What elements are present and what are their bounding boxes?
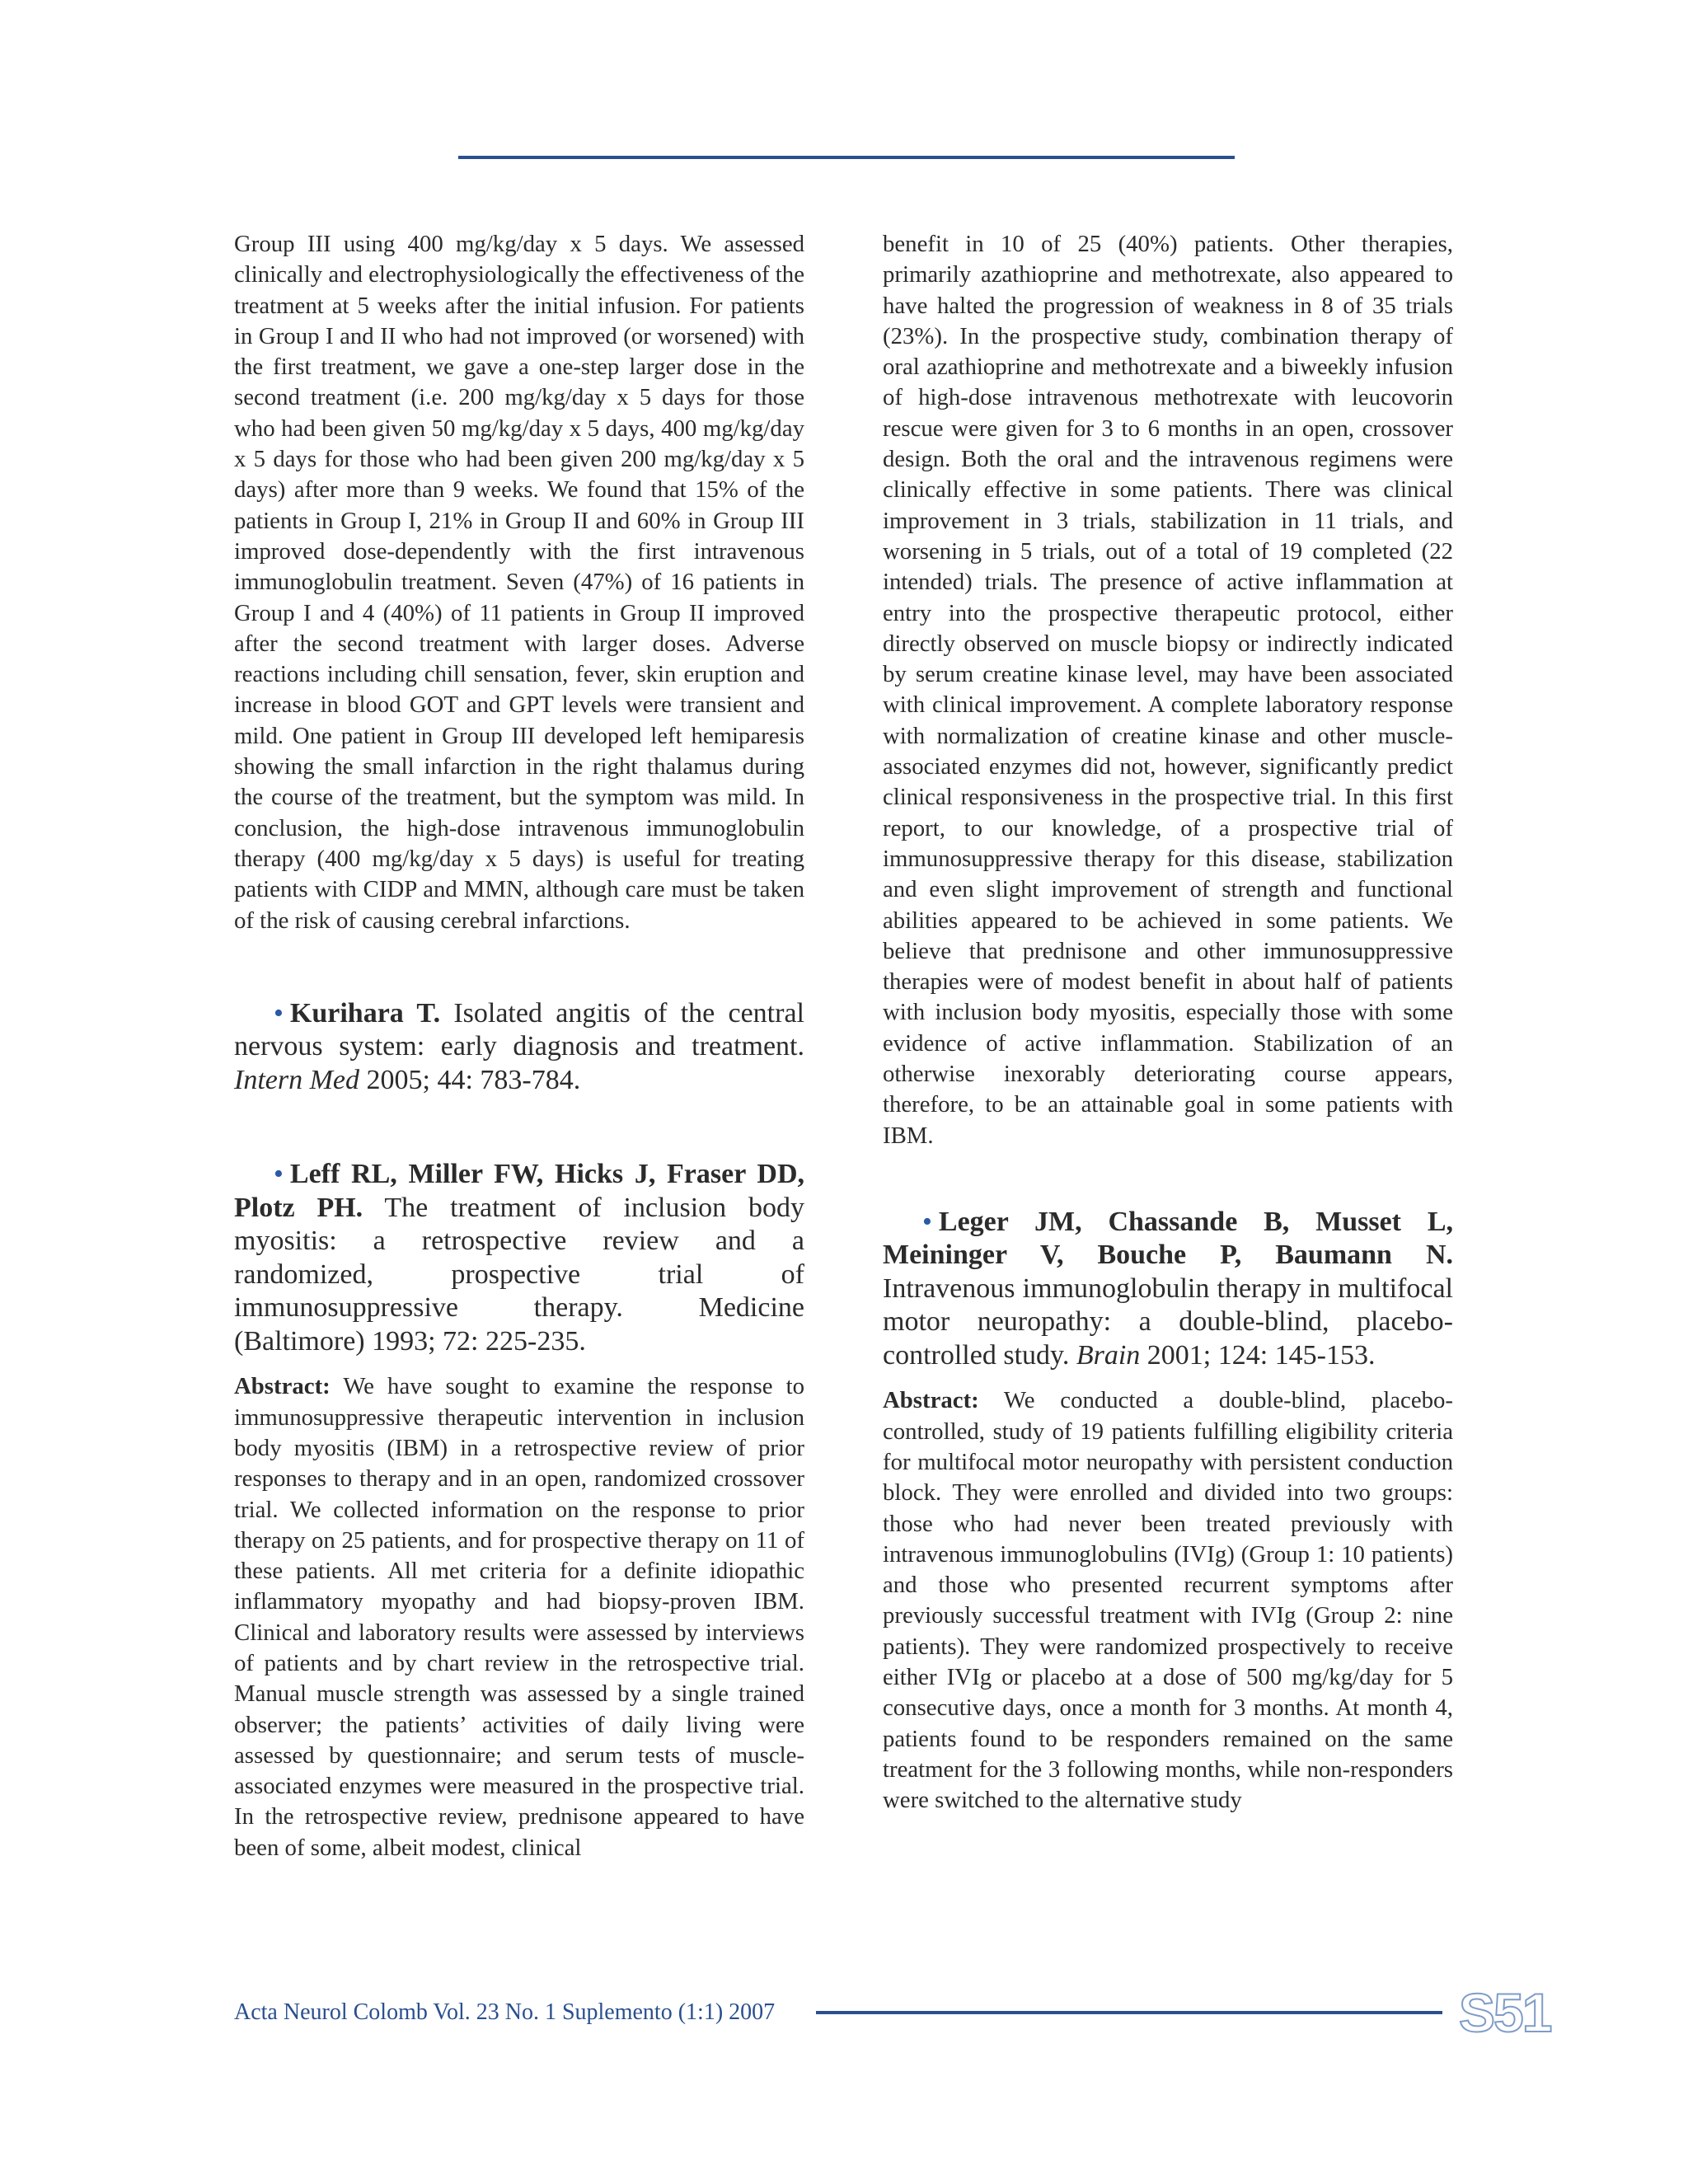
footer-journal: Acta Neurol Colomb Vol. 23 No. 1 Suplemento (1:1) 2007 (234, 1999, 776, 2025)
reference-citation: 2005; 44: 783-784. (359, 1064, 581, 1095)
left-column (234, 229, 804, 1863)
reference-journal: Intern Med (234, 1064, 360, 1095)
header-rule (458, 156, 1235, 159)
right-column (883, 229, 1453, 1816)
reference-journal: Brain (1076, 1339, 1141, 1371)
reference-authors: Kurihara T. (289, 997, 441, 1029)
abstract-leger (883, 1385, 1453, 1816)
abstract-continuation: benefit in 10 of 25 (40%) patients. Other therapies, primarily azathioprine and methotrexate, also appeared to have halted the progression of weakness in 8 of 35 trials (23%). In the prospective study, combination therapy of oral azathioprine and methotrexate and a biweekly infusion of high-dose intravenous methotrexate with leucovorin rescue were given for 3 to 6 months in an open, crossover design. Both the oral and the intravenous regimens were clinically effective in some patients. There was clinical improvement in 3 trials, stabilization in 11 trials, and worsening in 5 trials, out of a total of 19 completed (22 intended) trials. The presence of active inflammation at entry into the prospective therapeutic protocol, either directly observed on muscle biopsy or indirectly indicated by serum creatine kinase level, may have been associated with clinical improvement. A complete laboratory response with normalization of creatine kinase and other muscle-associated enzymes did not, however, significantly predict clinical responsiveness in the prospective trial. In this first report, to our knowledge, of a prospective trial of immunosuppressive therapy for this disease, stabilization and even slight improvement of strength and functional abilities appeared to be achieved in some patients. We believe that prednisone and other immunosuppressive therapies were of modest benefit in about half of patients with inclusion body myositis, especially those with some evidence of active inflammation. Stabilization of an otherwise inexorably deteriorating course appears, therefore, to be an attainable goal in some patients with IBM. (883, 231, 1453, 1149)
reference-kurihara (234, 997, 804, 1098)
bullet-icon: • (274, 997, 284, 1029)
abstract-label: Abstract: (883, 1387, 979, 1414)
abstract-text: We conducted a double-blind, placebo-controlled, study of 19 patients fulfilling eligibility criteria for multifocal motor neuropathy with persistent conduction block. They were enrolled and divided into two groups: those who had never been treated previously with intravenous immunoglobulins (IVIg) (Group 1: 10 patients) and those who presented recurrent symptoms after previously successful treatment with IVIg (Group 2: nine patients). They were randomized prospectively to receive either IVIg or placebo at a dose of 500 mg/kg/day for 5 consecutive days, once a month for 3 months. At month 4, patients found to be responders remained on the same treatment for the 3 following months, while non-responders were switched to the alternative study (883, 1387, 1453, 1814)
bullet-icon: • (274, 1159, 284, 1190)
reference-authors: Leger JM, Chassande B, Musset L, Meininger V, Bouche P, Baumann N. (883, 1206, 1453, 1271)
reference-title: Intravenous immunoglobulin therapy in multifocal motor neuropathy: a double-blind, placebo-controlled study. (883, 1272, 1453, 1371)
reference-title: Isolated angitis of the central nervous system: early diagnosis and treatment. (234, 997, 804, 1062)
bullet-icon: • (922, 1206, 932, 1237)
page-number: S51 (1459, 1982, 1551, 2043)
footer-rule (816, 2011, 1442, 2014)
reference-authors: Leff RL, Miller FW, Hicks J, Fraser DD, Plotz PH. (234, 1159, 804, 1223)
reference-leger (883, 1206, 1453, 1373)
reference-citation: 2001; 124: 145-153. (1140, 1339, 1376, 1371)
abstract-text: We have sought to examine the response to immunosuppressive therapeutic intervention in inclusion body myositis (IBM) in a retrospective review of prior responses to therapy and in an open, randomized crossover trial. We collected information on the response to prior therapy on 25 patients, and for prospective therapy on 11 of these patients. All met criteria for a definite idiopathic inflammatory myopathy and had biopsy-proven IBM. Clinical and laboratory results were assessed by interviews of patients and by chart review in the retrospective trial. Manual muscle strength was assessed by a single trained observer; the patients’ activities of daily living were assessed by questionnaire; and serum tests of muscle-associated enzymes were measured in the prospective trial. In the retrospective review, prednisone appeared to have been of some, albeit modest, clinical (234, 1373, 804, 1861)
abstract-leff (234, 1371, 804, 1863)
reference-leff (234, 1158, 804, 1358)
abstract-continuation: Group III using 400 mg/kg/day x 5 days. We assessed clinically and electrophysiologically the effectiveness of the treatment at 5 weeks after the initial infusion. For patients in Group I and II who had not improved (or worsened) with the first treatment, we gave a one-step larger dose in the second treatment (i.e. 200 mg/kg/day x 5 days for those who had been given 50 mg/kg/day x 5 days, 400 mg/kg/day x 5 days for those who had been given 200 mg/kg/day x 5 days) after more than 9 weeks. We found that 15% of the patients in Group I, 21% in Group II and 60% in Group III improved dose-dependently with the first intravenous immunoglobulin treatment. Seven (47%) of 16 patients in Group I and 4 (40%) of 11 patients in Group II improved after the second treatment with larger doses. Adverse reactions including chill sensation, fever, skin eruption and increase in blood GOT and GPT levels were transient and mild. One patient in Group III developed left hemiparesis showing the small infarction in the right thalamus during the course of the treatment, but the symptom was mild. In conclusion, the high-dose intravenous immunoglobulin therapy (400 mg/kg/day x 5 days) is useful for treating patients with CIDP and MMN, although care must be taken of the risk of causing cerebral infarctions. (234, 231, 804, 934)
reference-title: The treatment of inclusion body myositis: a retrospective review and a randomized, prospective trial of immunosuppressive therapy. Medicine (Baltimore) 1993; 72: 225-235. (234, 1192, 805, 1357)
abstract-label: Abstract: (234, 1373, 331, 1400)
